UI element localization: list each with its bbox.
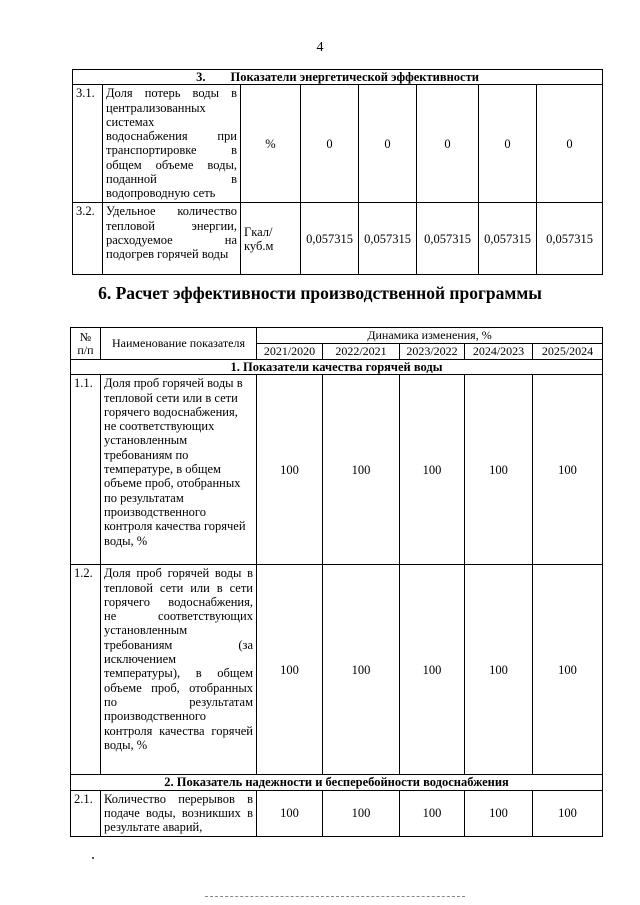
unit-cell: % xyxy=(241,85,301,203)
value-cell: 0,057315 xyxy=(537,203,603,275)
year-header: 2024/2023 xyxy=(465,344,533,360)
row-number: 1.2. xyxy=(71,565,101,775)
section-number: 3. xyxy=(196,70,206,84)
value-cell: 100 xyxy=(400,375,465,565)
value-cell: 100 xyxy=(323,790,400,836)
section-header: 1. Показатели качества горячей воды xyxy=(71,360,603,375)
value-cell: 100 xyxy=(323,565,400,775)
indicator-name: Доля проб горячей воды в тепловой сети или в сети горячего водоснабжения, не соответствующих установленным требованиям (за исключением температуры), в общем объеме проб, отобранных по результатам производственного контроля качества горячей воды, % xyxy=(101,565,257,775)
value-cell: 0,057315 xyxy=(417,203,479,275)
value-cell: 100 xyxy=(533,790,603,836)
section-title: Показатели энергетической эффективности xyxy=(230,70,479,84)
row-number: 3.2. xyxy=(73,203,103,275)
table-row xyxy=(71,565,603,775)
indicator-name: Удельное количество тепловой энергии, расходуемое на подогрев горячей воды xyxy=(103,203,241,275)
section-header: 2. Показатель надежности и бесперебойности водоснабжения xyxy=(71,775,603,790)
col-name-header: Наименование показателя xyxy=(101,328,257,360)
value-cell: 100 xyxy=(257,375,323,565)
value-cell: 0 xyxy=(479,85,537,203)
efficiency-table xyxy=(70,327,603,837)
table-row xyxy=(71,375,603,565)
table-row xyxy=(73,85,603,203)
value-cell: 100 xyxy=(323,375,400,565)
value-cell: 100 xyxy=(465,565,533,775)
value-cell: 100 xyxy=(400,790,465,836)
value-cell: 100 xyxy=(400,565,465,775)
unit-cell: Гкал/ куб.м xyxy=(241,203,301,275)
col-number-header: № п/п xyxy=(71,328,101,360)
indicator-name: Доля проб горячей воды в тепловой сети или в сети горячего водоснабжения, не соответствующих установленным требованиям по температуре, в общем объеме проб, отобранных по результатам производственного контроля качества горячей воды, % xyxy=(101,375,257,565)
table-row xyxy=(71,790,603,836)
section-heading: 6. Расчет эффективности производственной программы xyxy=(98,283,542,303)
value-cell: 100 xyxy=(465,790,533,836)
value-cell: 0 xyxy=(359,85,417,203)
value-cell: 100 xyxy=(533,375,603,565)
value-cell: 0,057315 xyxy=(359,203,417,275)
value-cell: 100 xyxy=(257,790,323,836)
row-number: 3.1. xyxy=(73,85,103,203)
table-row xyxy=(73,203,603,275)
value-cell: 0,057315 xyxy=(479,203,537,275)
value-cell: 0 xyxy=(417,85,479,203)
bottom-scan-line xyxy=(205,896,465,897)
year-header: 2023/2022 xyxy=(400,344,465,360)
row-number: 2.1. xyxy=(71,790,101,836)
value-cell: 100 xyxy=(465,375,533,565)
value-cell: 0,057315 xyxy=(301,203,359,275)
year-header: 2021/2020 xyxy=(257,344,323,360)
value-cell: 0 xyxy=(301,85,359,203)
year-header: 2022/2021 xyxy=(323,344,400,360)
page-number: 4 xyxy=(316,40,324,55)
scan-speck xyxy=(92,857,94,859)
value-cell: 0 xyxy=(537,85,603,203)
row-number: 1.1. xyxy=(71,375,101,565)
year-header: 2025/2024 xyxy=(533,344,603,360)
indicator-name: Доля потерь воды в централизованных системах водоснабжения при транспортировке в общем объеме воды, поданной в водопроводную сеть xyxy=(103,85,241,203)
value-cell: 100 xyxy=(533,565,603,775)
energy-efficiency-table xyxy=(72,69,603,275)
col-dynamics-header: Динамика изменения, % xyxy=(257,328,603,344)
value-cell: 100 xyxy=(257,565,323,775)
section-header xyxy=(73,70,603,85)
indicator-name: Количество перерывов в подаче воды, возникших в результате аварий, xyxy=(101,790,257,836)
